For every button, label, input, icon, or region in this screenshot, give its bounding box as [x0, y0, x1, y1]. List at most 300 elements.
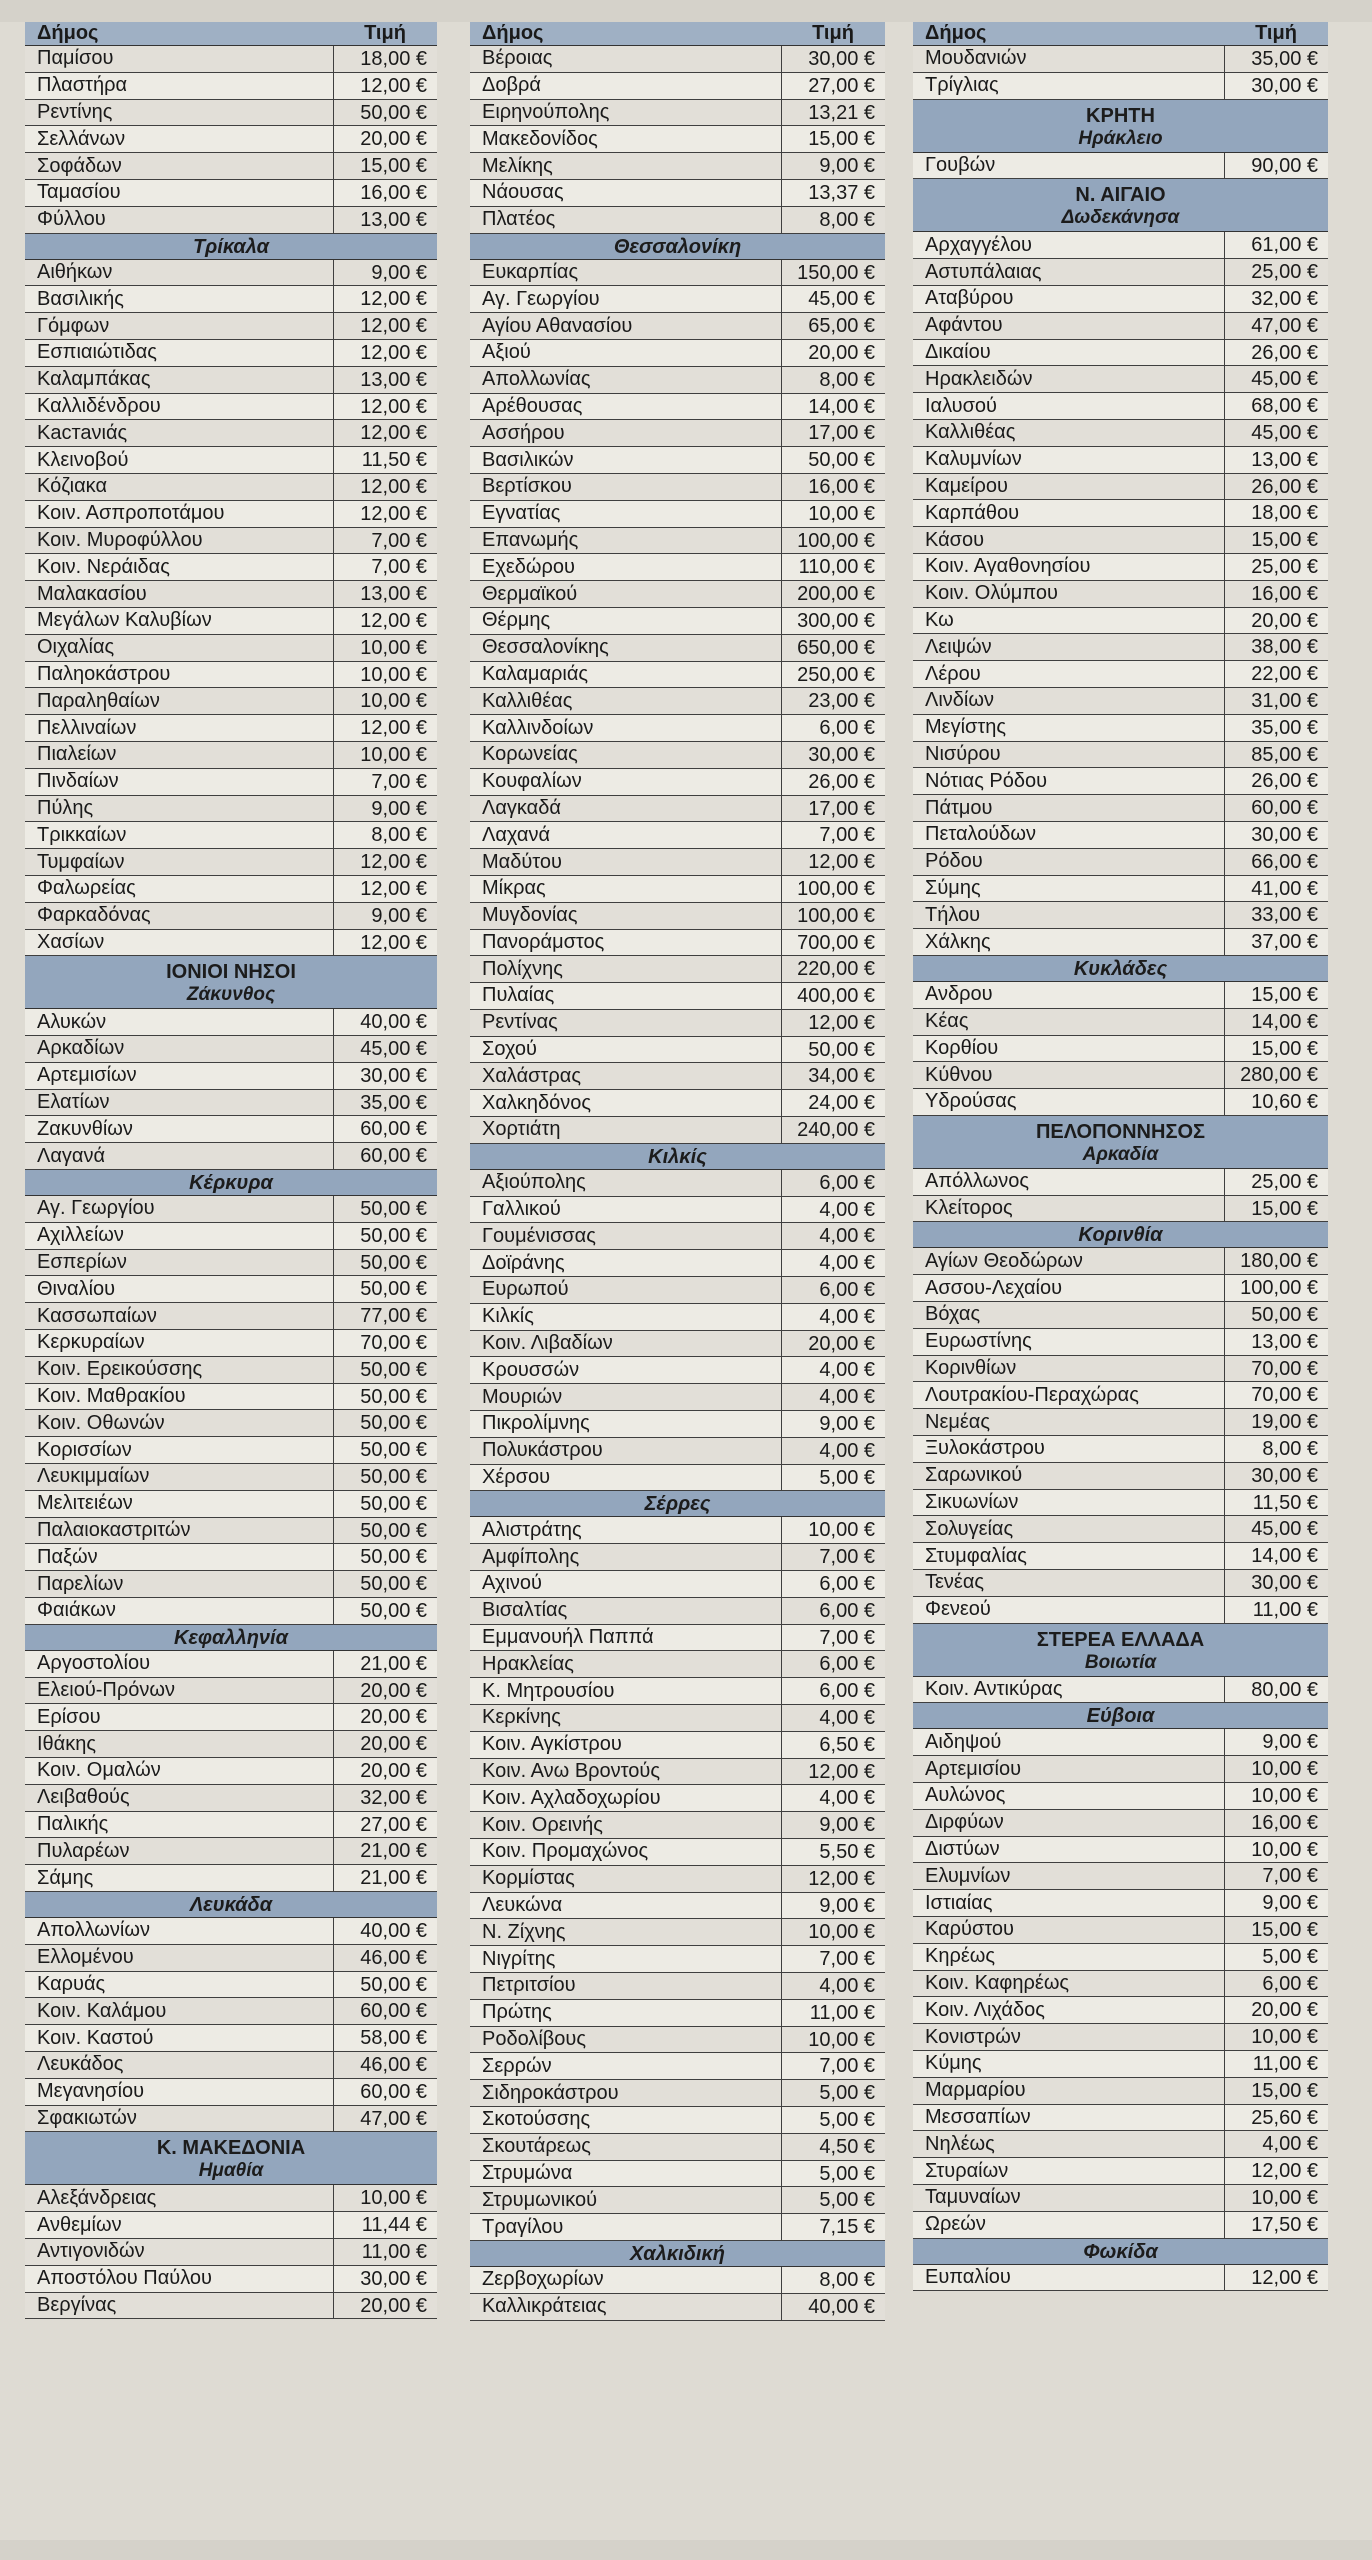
municipality-name: Αξιού: [482, 341, 531, 364]
price-value: 15,00 €: [1224, 1917, 1328, 1943]
price-value: 100,00 €: [781, 876, 885, 902]
municipality-name: Κασσωπαίων: [37, 1304, 157, 1327]
price-value: 7,00 €: [781, 822, 885, 848]
table-row: [470, 554, 885, 581]
price-value: 30,00 €: [333, 2266, 437, 2292]
table-row: [25, 1357, 437, 1384]
price-value: 9,00 €: [333, 260, 437, 286]
price-value: 12,00 €: [333, 340, 437, 366]
table-row: [913, 608, 1328, 635]
table-row: [913, 1997, 1328, 2024]
municipality-name: Μαλακασίου: [37, 582, 147, 605]
municipality-name: Απολλωνίων: [37, 1919, 150, 1942]
region-heading: [913, 1116, 1328, 1169]
table-row: [25, 1143, 437, 1170]
section-heading: Τρίκαλα: [25, 234, 437, 260]
municipality-name: Πλατέος: [482, 208, 556, 231]
table-row: [25, 581, 437, 608]
table-row: [25, 100, 437, 127]
table-row: [913, 1409, 1328, 1436]
section-heading: Κιλκίς: [470, 1144, 885, 1170]
price-value: 12,00 €: [1224, 2158, 1328, 2184]
price-value: 30,00 €: [333, 1063, 437, 1089]
table-row: [470, 1759, 885, 1786]
region-subtitle: Αρκαδία: [1082, 1143, 1159, 1165]
price-value: 20,00 €: [333, 1704, 437, 1730]
municipality-name: Θεσσαλονίκης: [482, 636, 609, 659]
table-row: [470, 1544, 885, 1571]
municipality-name: Παμίσου: [37, 47, 114, 70]
section-heading: Κυκλάδες: [913, 956, 1328, 982]
price-value: 150,00 €: [781, 260, 885, 286]
table-row: [470, 662, 885, 689]
table-row: [470, 1438, 885, 1465]
table-row: [25, 340, 437, 367]
price-value: 7,00 €: [333, 528, 437, 554]
municipality-name: Στυραίων: [925, 2159, 1009, 2182]
table-row: [470, 2161, 885, 2188]
municipality-name: Καλλιδένδρου: [37, 394, 161, 417]
municipality-name: Κοιν. Ολύμπου: [925, 582, 1058, 605]
table-row: [913, 1837, 1328, 1864]
section-heading: Χαλκιδική: [470, 2241, 885, 2267]
table-row: [913, 1971, 1328, 1998]
municipality-name: Ευρωπού: [482, 1278, 569, 1301]
municipality-name: Βασιλικής: [37, 287, 124, 310]
price-value: 25,00 €: [1224, 554, 1328, 580]
municipality-name: Λινδίων: [925, 689, 994, 712]
price-value: 50,00 €: [333, 1250, 437, 1276]
price-value: 11,00 €: [333, 2239, 437, 2265]
price-value: 220,00 €: [781, 956, 885, 982]
price-value: 14,00 €: [781, 394, 885, 420]
price-value: 26,00 €: [781, 769, 885, 795]
municipality-name: Φαιάκων: [37, 1599, 116, 1622]
table-row: [913, 902, 1328, 929]
municipality-name: Μίκρας: [482, 877, 546, 900]
price-value: 9,00 €: [781, 1812, 885, 1838]
municipality-name: Παληοκάστρου: [37, 662, 171, 685]
table-row: [25, 528, 437, 555]
price-value: 60,00 €: [1224, 795, 1328, 821]
municipality-name: Κόζιακα: [37, 475, 107, 498]
municipality-name: Μαρμαρίου: [925, 2079, 1026, 2102]
table-row: [470, 1331, 885, 1358]
table-row: [913, 2131, 1328, 2158]
table-row: [470, 581, 885, 608]
price-value: 16,00 €: [781, 474, 885, 500]
municipality-name: Πρώτης: [482, 2001, 552, 2024]
municipality-name: Κορισσίων: [37, 1438, 132, 1461]
price-value: 13,37 €: [781, 180, 885, 206]
municipality-name: Γουβών: [925, 153, 996, 176]
price-value: 30,00 €: [1224, 73, 1328, 99]
municipality-name: Κ. Μητρουσίου: [482, 1679, 615, 1702]
table-row: [913, 1863, 1328, 1890]
table-row: [470, 769, 885, 796]
municipality-name: Κορμίστας: [482, 1867, 575, 1890]
price-value: 4,00 €: [1224, 2131, 1328, 2157]
table-row: [470, 1010, 885, 1037]
table-row: [470, 1465, 885, 1492]
section-heading: Σέρρες: [470, 1491, 885, 1517]
municipality-name: Κέας: [925, 1010, 969, 1033]
municipality-name: Καλλιθέας: [482, 689, 573, 712]
price-value: 4,00 €: [781, 1384, 885, 1410]
table-row: [25, 1116, 437, 1143]
municipality-name: Μελίκης: [482, 154, 553, 177]
price-value: 8,00 €: [781, 207, 885, 233]
table-row: [25, 286, 437, 313]
table-row: [25, 876, 437, 903]
table-row: [913, 1009, 1328, 1036]
municipality-name: Ανθεμίων: [37, 2213, 122, 2236]
table-header: [470, 22, 885, 46]
price-value: 15,00 €: [1224, 982, 1328, 1008]
municipality-name: Βισαλτίας: [482, 1599, 568, 1622]
municipality-name: Λαχανά: [482, 823, 551, 846]
price-value: 50,00 €: [333, 1384, 437, 1410]
table-row: [913, 447, 1328, 474]
table-row: [470, 100, 885, 127]
section-heading: Φωκίδα: [913, 2239, 1328, 2265]
municipality-name: Ρόδου: [925, 850, 983, 873]
price-value: 12,00 €: [781, 849, 885, 875]
price-value: 5,00 €: [781, 2187, 885, 2213]
municipality-name: Καλλινδοίων: [482, 716, 594, 739]
table-row: [913, 1810, 1328, 1837]
price-value: 280,00 €: [1224, 1062, 1328, 1088]
price-value: 17,00 €: [781, 796, 885, 822]
table-row: [470, 742, 885, 769]
price-value: 80,00 €: [1224, 1677, 1328, 1703]
table-row: [913, 1917, 1328, 1944]
municipality-name: Νεμέας: [925, 1410, 990, 1433]
price-value: 20,00 €: [333, 1731, 437, 1757]
region-subtitle: Βοιωτία: [1084, 1651, 1157, 1673]
municipality-name: Ηρακλειδών: [925, 367, 1033, 390]
municipality-name: Κοιν. Μυροφύλλου: [37, 528, 203, 551]
table-row: [25, 447, 437, 474]
price-value: 12,00 €: [333, 849, 437, 875]
municipality-name: Τρίγλιας: [925, 74, 999, 97]
municipality-name: Παλαιοκαστριτών: [37, 1519, 191, 1542]
table-row: [470, 73, 885, 100]
municipality-name: Κοιν. Αγαθονησίου: [925, 555, 1091, 578]
table-row: [25, 73, 437, 100]
table-row: [470, 2027, 885, 2054]
table-row: [25, 1918, 437, 1945]
municipality-name: Κοιν. Ορεινής: [482, 1813, 603, 1836]
price-value: 9,00 €: [333, 903, 437, 929]
price-value: 30,00 €: [781, 742, 885, 768]
table-row: [913, 313, 1328, 340]
municipality-name: Ιαλυσού: [925, 394, 997, 417]
municipality-name: Ν. Ζίχνης: [482, 1920, 566, 1943]
price-value: 70,00 €: [333, 1330, 437, 1356]
price-value: 50,00 €: [1224, 1302, 1328, 1328]
table-row: [470, 2214, 885, 2241]
table-row: [913, 1436, 1328, 1463]
header-name: Δήμος: [482, 22, 544, 44]
price-value: 47,00 €: [333, 2106, 437, 2132]
table-row: [25, 1598, 437, 1625]
price-value: 40,00 €: [781, 2294, 885, 2320]
price-value: 7,00 €: [333, 554, 437, 580]
table-row: [913, 1570, 1328, 1597]
table-row: [470, 930, 885, 957]
municipality-name: Μεγίστης: [925, 716, 1007, 739]
municipality-name: Ασσήρου: [482, 421, 565, 444]
municipality-name: Ροδολίβους: [482, 2027, 586, 2050]
table-row: [25, 849, 437, 876]
table-row: [25, 554, 437, 581]
table-row: [913, 1169, 1328, 1196]
municipality-name: Μακεδονίδος: [482, 127, 598, 150]
table-row: [913, 1677, 1328, 1704]
price-value: 90,00 €: [1224, 153, 1328, 179]
price-value: 20,00 €: [781, 340, 885, 366]
price-value: 12,00 €: [333, 420, 437, 446]
table-row: [25, 153, 437, 180]
page-bottom-strip: [0, 2540, 1372, 2560]
municipality-name: Μουδανιών: [925, 47, 1027, 70]
price-value: 4,00 €: [781, 1357, 885, 1383]
municipality-name: Κλεινοβού: [37, 448, 129, 471]
table-row: [913, 929, 1328, 956]
municipality-name: Παρελίων: [37, 1572, 124, 1595]
municipality-name: Εμμανουήλ Παππά: [482, 1626, 654, 1649]
municipality-name: Ευρωστίνης: [925, 1330, 1032, 1353]
price-value: 60,00 €: [333, 1116, 437, 1142]
table-row: [25, 1838, 437, 1865]
table-row: [25, 1437, 437, 1464]
price-value: 50,00 €: [333, 1276, 437, 1302]
section-heading: Θεσσαλονίκη: [470, 234, 885, 260]
table-row: [25, 313, 437, 340]
municipality-name: Ζακυνθίων: [37, 1117, 133, 1140]
municipality-name: Ερίσου: [37, 1705, 101, 1728]
price-value: 70,00 €: [1224, 1356, 1328, 1382]
municipality-name: Κορθίου: [925, 1036, 999, 1059]
table-row: [25, 796, 437, 823]
municipality-name: Δικαίου: [925, 340, 991, 363]
price-value: 60,00 €: [333, 1998, 437, 2024]
table-row: [913, 393, 1328, 420]
price-value: 60,00 €: [333, 1143, 437, 1169]
price-value: 31,00 €: [1224, 688, 1328, 714]
municipality-name: Κοιν. Προμαχώνος: [482, 1840, 649, 1863]
municipality-name: Κοιν. Καστού: [37, 2026, 154, 2049]
table-row: [470, 1090, 885, 1117]
table-row: [25, 1651, 437, 1678]
table-row: [25, 1303, 437, 1330]
price-value: 50,00 €: [781, 447, 885, 473]
municipality-name: Αρχαγγέλου: [925, 233, 1032, 256]
municipality-name: Σελλάνων: [37, 127, 126, 150]
table-row: [25, 1384, 437, 1411]
municipality-name: Κιλκίς: [482, 1305, 534, 1328]
table-row: [470, 1250, 885, 1277]
price-value: 250,00 €: [781, 662, 885, 688]
municipality-name: Αλιστράτης: [482, 1518, 582, 1541]
price-value: 20,00 €: [781, 1331, 885, 1357]
price-value: 400,00 €: [781, 983, 885, 1009]
table-row: [913, 554, 1328, 581]
table-row: [25, 1945, 437, 1972]
table-row: [25, 46, 437, 73]
table-row: [470, 153, 885, 180]
municipality-name: Αγίου Αθανασίου: [482, 314, 633, 337]
table-row: [470, 822, 885, 849]
price-value: 15,00 €: [1224, 1036, 1328, 1062]
header-price: Τιμή: [1255, 22, 1297, 44]
municipality-name: Ξυλοκάστρου: [925, 1437, 1045, 1460]
table-row: [913, 1543, 1328, 1570]
price-value: 4,00 €: [781, 1250, 885, 1276]
price-value: 100,00 €: [781, 528, 885, 554]
municipality-name: Θιναλίου: [37, 1277, 116, 1300]
municipality-name: Κοιν. Οθωνών: [37, 1411, 165, 1434]
price-value: 26,00 €: [1224, 768, 1328, 794]
table-row: [25, 930, 437, 957]
price-value: 6,00 €: [781, 1598, 885, 1624]
price-value: 7,00 €: [333, 769, 437, 795]
price-value: 38,00 €: [1224, 634, 1328, 660]
municipality-name: Καλαμπάκας: [37, 368, 151, 391]
table-row: [913, 822, 1328, 849]
price-value: 30,00 €: [1224, 1463, 1328, 1489]
table-row: [470, 715, 885, 742]
table-row: [470, 1946, 885, 1973]
price-value: 6,00 €: [781, 1277, 885, 1303]
price-value: 9,00 €: [1224, 1890, 1328, 1916]
municipality-name: Πετριτσίου: [482, 1974, 576, 1997]
price-value: 15,00 €: [333, 153, 437, 179]
table-row: [913, 634, 1328, 661]
price-value: 110,00 €: [781, 554, 885, 580]
price-value: 20,00 €: [333, 2293, 437, 2319]
municipality-name: Σιδηροκάστρου: [482, 2081, 619, 2104]
table-row: [913, 1783, 1328, 1810]
price-value: 17,00 €: [781, 420, 885, 446]
price-value: 23,00 €: [781, 688, 885, 714]
table-row: [470, 2000, 885, 2027]
municipality-name: Κύθνου: [925, 1063, 993, 1086]
municipality-name: Ελειού-Πρόνων: [37, 1679, 175, 1702]
price-value: 35,00 €: [1224, 715, 1328, 741]
table-row: [25, 394, 437, 421]
price-value: 4,00 €: [781, 1973, 885, 1999]
municipality-name: Ιθάκης: [37, 1732, 97, 1755]
municipality-name: Κουφαλίων: [482, 770, 582, 793]
municipality-name: Βέροιας: [482, 47, 553, 70]
price-value: 70,00 €: [1224, 1382, 1328, 1408]
table-row: [913, 1196, 1328, 1223]
municipality-name: Ευπαλίου: [925, 2265, 1011, 2288]
municipality-name: Φενεού: [925, 1598, 991, 1621]
table-row: [25, 1678, 437, 1705]
header-price: Τιμή: [364, 22, 406, 44]
table-row: [470, 1571, 885, 1598]
table-row: [25, 1410, 437, 1437]
table-row: [470, 849, 885, 876]
price-value: 10,00 €: [333, 742, 437, 768]
price-value: 650,00 €: [781, 635, 885, 661]
table-row: [25, 769, 437, 796]
price-value: 4,00 €: [781, 1197, 885, 1223]
municipality-name: Απολλωνίας: [482, 368, 591, 391]
price-value: 4,00 €: [781, 1223, 885, 1249]
municipality-name: Νιγρίτης: [482, 1947, 556, 1970]
table-row: [913, 768, 1328, 795]
table-row: [913, 1597, 1328, 1624]
municipality-name: Λέρου: [925, 662, 981, 685]
municipality-name: Μουριών: [482, 1385, 563, 1408]
municipality-name: Νισύρου: [925, 742, 1001, 765]
municipality-name: Καλυμνίων: [925, 448, 1022, 471]
municipality-name: Σαρωνικού: [925, 1464, 1023, 1487]
municipality-name: Ταμυναίων: [925, 2186, 1021, 2209]
table-row: [913, 2158, 1328, 2185]
price-value: 7,00 €: [781, 1625, 885, 1651]
municipality-name: Καλλιθέας: [925, 421, 1016, 444]
municipality-name: Αρέθουσας: [482, 394, 583, 417]
price-value: 9,00 €: [781, 1893, 885, 1919]
table-row: [25, 2106, 437, 2133]
municipality-name: Σκουτάρεως: [482, 2135, 591, 2158]
table-row: [470, 501, 885, 528]
municipality-name: Θερμαϊκού: [482, 582, 578, 605]
table-row: [25, 822, 437, 849]
table-row: [25, 742, 437, 769]
price-value: 5,00 €: [781, 2080, 885, 2106]
price-value: 10,00 €: [1224, 1756, 1328, 1782]
table-row: [470, 474, 885, 501]
price-value: 10,00 €: [1224, 1837, 1328, 1863]
municipality-name: Νότιας Ρόδου: [925, 769, 1048, 792]
municipality-name: Αργοστολίου: [37, 1652, 151, 1675]
table-row: [913, 1463, 1328, 1490]
table-row: [470, 180, 885, 207]
table-row: [25, 2212, 437, 2239]
municipality-name: Γουμένισσας: [482, 1224, 596, 1247]
municipality-name: Διρφύων: [925, 1811, 1004, 1834]
price-value: 34,00 €: [781, 1063, 885, 1089]
table-row: [470, 635, 885, 662]
table-row: [25, 474, 437, 501]
price-value: 24,00 €: [781, 1090, 885, 1116]
table-row: [470, 1678, 885, 1705]
table-row: [25, 420, 437, 447]
price-value: 33,00 €: [1224, 902, 1328, 928]
price-column-2: [470, 22, 885, 2321]
table-row: [913, 500, 1328, 527]
price-value: 7,00 €: [781, 2053, 885, 2079]
municipality-name: Ωρεών: [925, 2213, 986, 2236]
table-row: [470, 956, 885, 983]
price-value: 10,00 €: [333, 688, 437, 714]
table-row: [470, 2267, 885, 2294]
price-value: 50,00 €: [333, 1196, 437, 1222]
municipality-name: Μελιτειέων: [37, 1492, 133, 1515]
table-row: [470, 528, 885, 555]
municipality-name: Απόλλωνος: [925, 1170, 1029, 1193]
price-value: 20,00 €: [333, 1678, 437, 1704]
table-row: [470, 1732, 885, 1759]
price-value: 5,00 €: [781, 2161, 885, 2187]
municipality-name: Αχιλλείων: [37, 1224, 124, 1247]
